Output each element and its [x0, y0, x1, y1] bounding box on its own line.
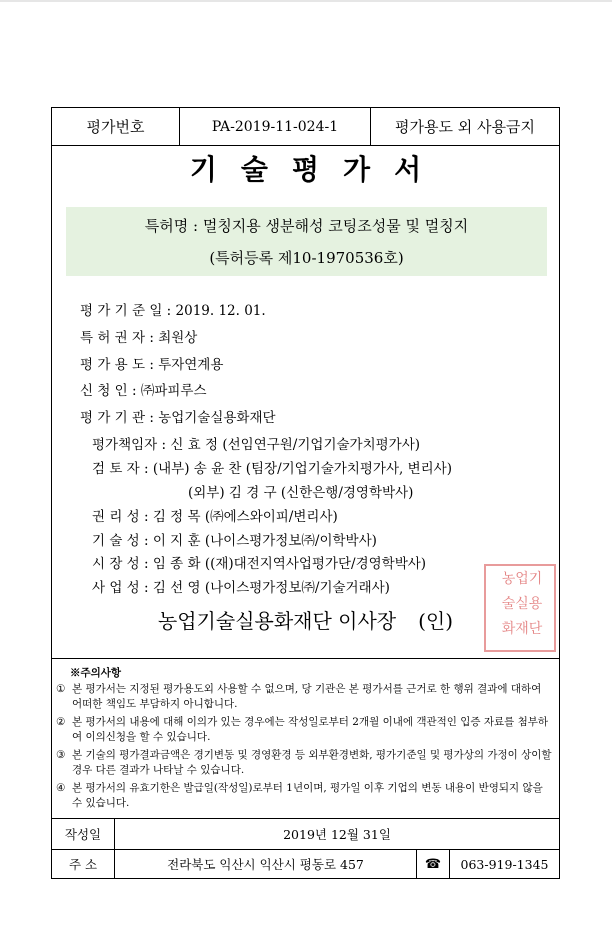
field-value: 2019. 12. 01. — [175, 303, 266, 319]
note-item — [56, 748, 554, 778]
field-value: 최원상 — [158, 330, 198, 346]
patent-name: 특허명 : 멀칭지용 생분해성 코팅조성물 및 멀칭지 — [144, 217, 469, 235]
staff-value: (내부) 송 윤 찬 (팀장/기업기술가치평가사, 변리사) — [152, 461, 452, 477]
staff-business — [92, 576, 390, 596]
note-number: ④ — [56, 782, 66, 794]
document-title: 기술평가서 — [189, 153, 446, 186]
staff-label: 평가책임자 : — [92, 437, 167, 453]
field-label: 평 가 용 도 : — [80, 357, 154, 373]
staff-value: 신 효 정 (선임연구원/기업기술가치평가사) — [170, 437, 420, 453]
phone-value: 063-919-1345 — [460, 856, 549, 872]
note-number: ① — [56, 683, 66, 695]
usage-restriction: 평가용도 외 사용금지 — [395, 118, 535, 136]
address-row — [52, 850, 559, 878]
staff-rights — [92, 505, 338, 525]
field-usage — [80, 353, 223, 373]
staff-label: 사 업 성 : — [92, 580, 149, 596]
note-text: 본 평가서의 내용에 대해 이의가 있는 경우에는 작성일로부터 2개월 이내에 객관적인 입증 자료를 첨부하여 이의신청을 할 수 있습니다. — [72, 716, 549, 743]
note-item — [56, 715, 554, 745]
note-text: 본 평가서는 지정된 평가용도외 사용할 수 없으며, 당 기관은 본 평가서를 근거로 한 행위 결과에 대하여 어떠한 책임도 부담하지 아니합니다. — [72, 683, 542, 710]
note-item — [56, 682, 554, 712]
note-number: ② — [56, 716, 66, 728]
header-row — [52, 108, 559, 146]
field-label: 신 청 인 : — [80, 383, 137, 399]
staff-lead — [92, 433, 420, 453]
evaluation-number-label: 평가번호 — [86, 118, 145, 136]
field-evaluation-date — [80, 299, 266, 319]
note-text: 본 기술의 평가결과금액은 경기변동 및 경영환경 등 외부환경변화, 평가기준일 및 평가상의 가정이 상이할 경우 다른 결과가 나타날 수 있습니다. — [72, 749, 552, 776]
window-top-border — [0, 0, 612, 2]
note-item — [56, 781, 554, 811]
staff-value: 김 선 영 (나이스평가정보㈜/기술거래사) — [152, 580, 390, 596]
patent-box — [66, 207, 547, 276]
evaluation-number-value: PA-2019-11-024-1 — [211, 118, 339, 135]
telephone-icon: ☎ — [424, 856, 442, 872]
note-number: ③ — [56, 749, 66, 761]
staff-market — [92, 552, 426, 572]
document-frame — [51, 107, 560, 879]
staff-value: 김 정 목 (㈜에스와이피/변리사) — [152, 509, 338, 525]
patent-registration: (특허등록 제10-1970536호) — [209, 249, 404, 267]
issuer-name: 농업기술실용화재단 이사장 — [157, 609, 397, 633]
field-patent-holder — [80, 326, 197, 346]
field-institution — [80, 406, 276, 426]
staff-value: 임 종 화 ((재)대전지역사업평가단/경영학박사) — [152, 556, 427, 572]
issuer-line — [52, 605, 559, 634]
staff-value: (외부) 김 경 구 (신한은행/경영학박사) — [188, 485, 414, 501]
field-label: 평 가 기 준 일 : — [80, 303, 172, 319]
date-label: 작성일 — [64, 827, 102, 842]
seal-mark: (인) — [418, 609, 454, 633]
field-applicant — [80, 379, 207, 399]
address-label: 주 소 — [68, 857, 98, 872]
staff-technology — [92, 529, 377, 549]
staff-value: 이 지 훈 (나이스평가정보㈜/이학박사) — [152, 533, 377, 549]
seal-line: 농업기 — [501, 571, 543, 587]
staff-reviewer-external — [188, 481, 413, 501]
divider — [52, 658, 559, 659]
field-value: ㈜파피루스 — [140, 383, 207, 399]
field-value: 농업기술실용화재단 — [158, 410, 276, 426]
field-label: 평 가 기 관 : — [80, 410, 154, 426]
address-value: 전라북도 익산시 익산시 평동로 457 — [167, 857, 364, 872]
date-value: 2019년 12월 31일 — [283, 827, 391, 842]
notes-title: ※주의사항 — [70, 667, 122, 679]
staff-label: 기 술 성 : — [92, 533, 149, 549]
field-label: 특 허 권 자 : — [80, 330, 154, 346]
seal-line: 술실용 — [501, 596, 543, 612]
staff-label: 검 토 자 : — [92, 461, 149, 477]
note-text: 본 평가서의 유효기한은 발급일(작성일)로부터 1년이며, 평가일 이후 기업의 변동 내용이 반영되지 않을 수 있습니다. — [72, 782, 543, 809]
staff-label: 시 장 성 : — [92, 556, 149, 572]
field-value: 투자연계용 — [158, 357, 224, 373]
seal-line: 화재단 — [501, 621, 543, 637]
staff-reviewer-internal — [92, 457, 452, 477]
date-row — [52, 819, 559, 850]
staff-label: 권 리 성 : — [92, 509, 149, 525]
